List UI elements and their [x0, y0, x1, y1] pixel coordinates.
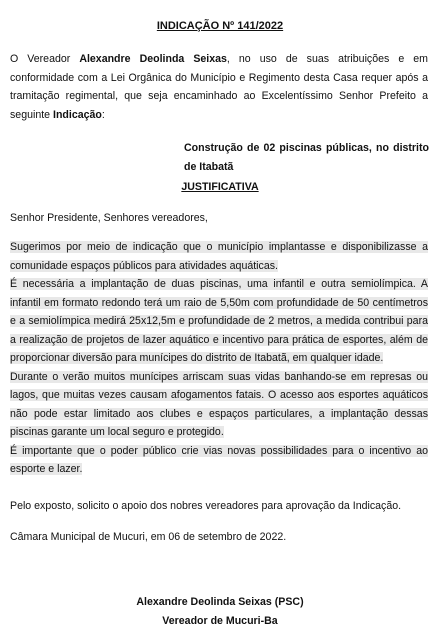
- justification-body: [10, 238, 428, 479]
- justification-paragraph: Durante o verão muitos munícipes arriscam suas vidas banhando-se em represas ou lagos, que muitas vezes causam afogamentos fatais. O acesso aos esportes aquáticos não pode estar limitado aos clubes e espaços particulares, a implantação dessas piscinas garante um local seguro e protegido.: [10, 370, 428, 438]
- indication-subject: Construção de 02 piscinas públicas, no distrito de Itabatã: [184, 142, 429, 173]
- salutation: Senhor Presidente, Senhores vereadores,: [10, 212, 208, 224]
- justification-paragraph: É importante que o poder público crie vias novas possibilidades para o incentivo ao esporte e lazer.: [10, 444, 428, 475]
- intro-text-after: :: [101, 108, 105, 121]
- intro-text-middle: , no uso de suas atribuições e em conformidade com a Lei Orgânica do Município e Regimento desta Casa requer após a tramitação regimental, que seja encaminhado ao Excelentíssimo Senhor Prefeito a seguinte: [10, 53, 428, 121]
- justification-title: JUSTIFICATIVA: [181, 181, 259, 193]
- document-title: INDICAÇÃO Nº 141/2022: [156, 20, 284, 32]
- intro-text-before: O Vereador: [10, 53, 80, 65]
- signature-name: Alexandre Deolinda Seixas (PSC): [136, 596, 304, 608]
- signature-block: [0, 593, 440, 630]
- councilor-name: Alexandre Deolinda Seixas: [79, 53, 227, 65]
- intro-paragraph: [10, 50, 428, 124]
- justification-paragraph: É necessária a implantação de duas piscinas, uma infantil e outra semiolímpica. A infantil em formato redondo terá um raio de 5,50m com profundidade de 50 centímetros e a semiolímpica medirá 25x12,5m e profundidade de 2 metros, a medida contribui para a realização de projetos de lazer aquático e incentivo para prática de esportes, além de proporcionar diversão para munícipes do distrito de Itabatã, em qualquer idade.: [10, 278, 428, 364]
- closing-paragraph: Pelo exposto, solicito o apoio dos nobres vereadores para aprovação da Indicação.: [10, 500, 402, 512]
- justification-paragraph: Sugerimos por meio de indicação que o município implantasse e disponibilizasse a comunidade espaços públicos para atividades aquáticas.: [10, 241, 428, 272]
- signature-role: Vereador de Mucuri-Ba: [162, 614, 278, 627]
- indication-keyword: Indicação: [53, 108, 102, 121]
- place-date: Câmara Municipal de Mucuri, em 06 de setembro de 2022.: [10, 531, 287, 543]
